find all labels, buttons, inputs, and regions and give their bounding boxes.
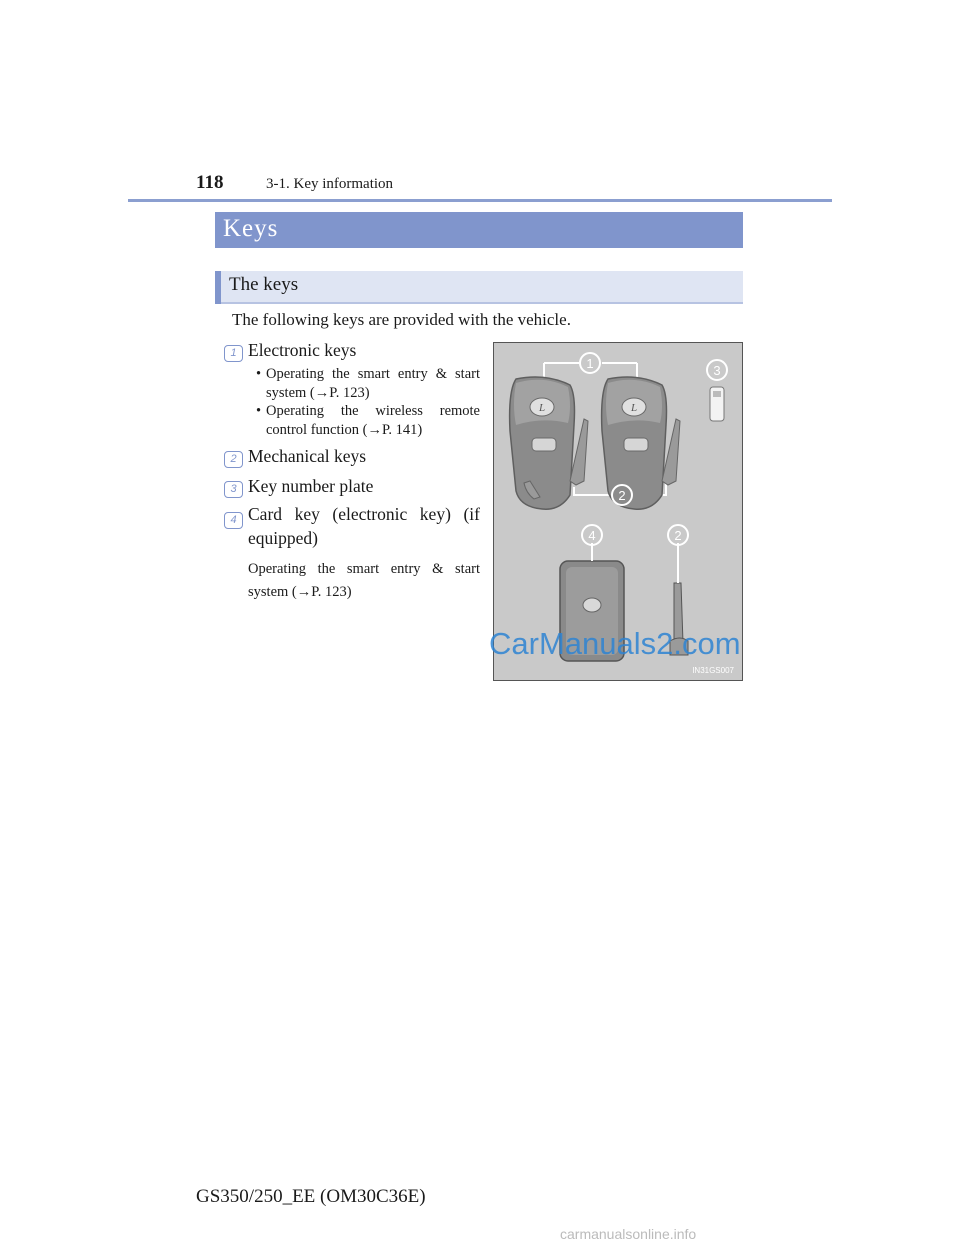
section-label: 3-1. Key information — [266, 176, 394, 192]
footer-site: carmanualsonline.info — [560, 1226, 697, 1242]
illustration-code: IN31GS007 — [692, 666, 734, 675]
item-label: Mechanical keys — [248, 446, 367, 466]
electronic-key-left — [510, 377, 588, 509]
item-label: Card key (electronic key) (if equipped) — [248, 504, 480, 548]
callout-number: 2 — [674, 528, 682, 543]
bullet-text: Operating the smart entry & start system (→P. 123) — [266, 366, 480, 401]
callout-number: 2 — [618, 488, 626, 503]
item-label: Electronic keys — [248, 340, 357, 360]
page-number: 118 — [196, 172, 224, 193]
svg-text:L: L — [630, 402, 638, 414]
header-divider — [128, 199, 832, 202]
item-number-badge: 4 — [224, 512, 243, 529]
callout-number: 3 — [713, 363, 721, 378]
intro-text: The following keys are provided with the vehicle. — [232, 310, 571, 329]
subtitle-bar — [215, 271, 743, 304]
subtitle-accent — [215, 271, 221, 304]
bullet-dot-icon: • — [256, 366, 262, 382]
item-note: Operating the smart entry & start system (→P. 123) — [248, 561, 480, 600]
item-number-badge: 2 — [224, 451, 243, 468]
title-bar — [215, 212, 743, 248]
item-label: Key number plate — [248, 476, 374, 496]
bullet-text: Operating the wireless remote control function (→P. 141) — [266, 403, 480, 438]
bullet-dot-icon: • — [256, 403, 262, 419]
key-number-plate-icon — [710, 387, 724, 421]
watermark-text: CarManuals2.com — [489, 626, 741, 661]
page-title: Keys — [223, 215, 279, 242]
item-number-badge: 3 — [224, 481, 243, 498]
item-number-badge: 1 — [224, 345, 243, 362]
callout-number: 4 — [588, 528, 596, 543]
callout-number: 1 — [586, 356, 594, 371]
svg-text:L: L — [538, 402, 546, 414]
footer-model: GS350/250_EE (OM30C36E) — [196, 1186, 426, 1207]
subtitle: The keys — [229, 274, 299, 295]
